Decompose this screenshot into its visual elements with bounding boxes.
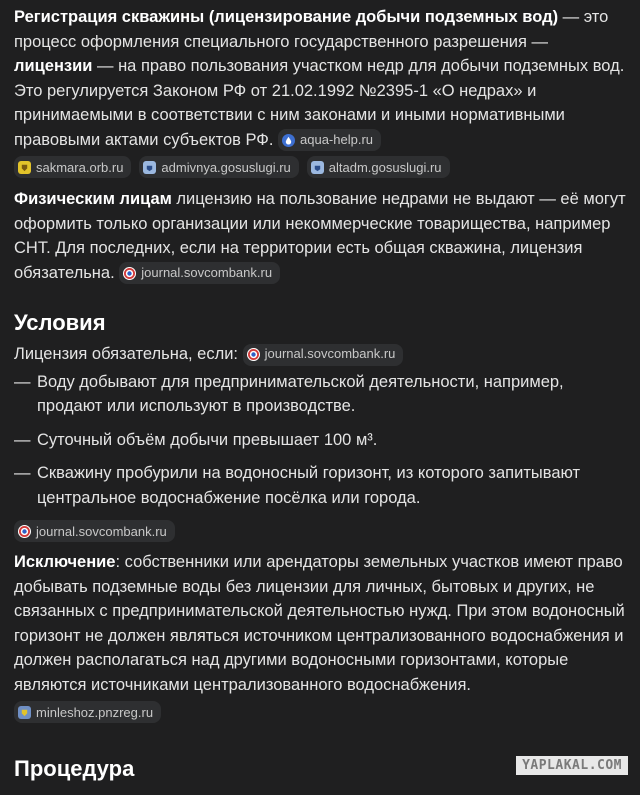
source-chip-sakmara[interactable]: sakmara.orb.ru	[14, 156, 131, 178]
paragraph-individuals: Физическим лицам лицензию на пользование недрами не выдают — её могут оформить только организации или некоммерческие товарищества, например СНТ. Для последних, если на территории есть общая скважина, лицензия обязательна. journal.sovcombank.ru	[14, 187, 626, 285]
conditions-source-row	[14, 520, 626, 542]
source-chip-sovcombank[interactable]: journal.sovcombank.ru	[14, 520, 175, 542]
source-chip-aqua-help[interactable]: aqua-help.ru	[278, 129, 381, 151]
conditions-list	[14, 370, 626, 511]
term-individuals: Физическим лицам	[14, 190, 172, 208]
list-item: — Суточный объём добычи превышает 100 м³.	[14, 430, 378, 449]
water-drop-icon	[282, 134, 295, 147]
sovcombank-icon	[247, 348, 260, 361]
gosuslugi-icon	[143, 161, 156, 174]
exception-source-row	[14, 701, 626, 723]
list-item: — Воду добывают для предпринимательской деятельности, например, продают или используют в производстве.	[14, 372, 564, 415]
gosuslugi-icon	[311, 161, 324, 174]
source-chip-altadm[interactable]: altadm.gosuslugi.ru	[307, 156, 450, 178]
coat-of-arms-icon	[18, 706, 31, 719]
section-heading-conditions: Условия	[14, 310, 106, 335]
paragraph-exception: Исключение: собственники или арендаторы земельных участков имеют право добывать подземные воды без лицензии для личных, бытовых и других, не связанных с предпринимательской деятельностью нужд. При этом водоносный горизонт не должен являться источником централизованного водоснабжения и должен располагаться над другими водоносными горизонтами, которые являются источниками централизованного водоснабжения.	[14, 553, 625, 694]
sovcombank-icon	[18, 525, 31, 538]
source-chip-admivnya[interactable]: admivnya.gosuslugi.ru	[139, 156, 298, 178]
section-heading-procedure: Процедура	[14, 756, 135, 781]
term-exception: Исключение	[14, 553, 116, 571]
list-item: — Скважину пробурили на водоносный горизонт, из которого запитывают центральное водоснабжение посёлка или города.	[14, 464, 581, 507]
source-row	[14, 156, 626, 178]
coat-of-arms-icon	[18, 161, 31, 174]
source-chip-minleshoz[interactable]: minleshoz.pnzreg.ru	[14, 701, 161, 723]
source-chip-sovcombank[interactable]: journal.sovcombank.ru	[243, 344, 404, 366]
sovcombank-icon	[123, 267, 136, 280]
conditions-lead: Лицензия обязательна, если: journal.sovcombank.ru	[14, 342, 626, 367]
source-chip-sovcombank[interactable]: journal.sovcombank.ru	[119, 262, 280, 284]
term-license: лицензии	[14, 57, 93, 75]
term-registration: Регистрация скважины (лицензирование добычи подземных вод)	[14, 8, 559, 26]
watermark-logo: YAPLAKAL.COM	[516, 756, 628, 775]
paragraph-registration: Регистрация скважины (лицензирование добычи подземных вод) — это процесс оформления специального государственного разрешения — лицензии — на право пользования участком недр для добычи подземных вод. Это регулируется Законом РФ от 21.02.1992 №2395-1 «О недрах» и принимаемыми в соответствии с ним законами и иными нормативными правовыми актами субъектов РФ. aqua-help.ru	[14, 5, 626, 152]
